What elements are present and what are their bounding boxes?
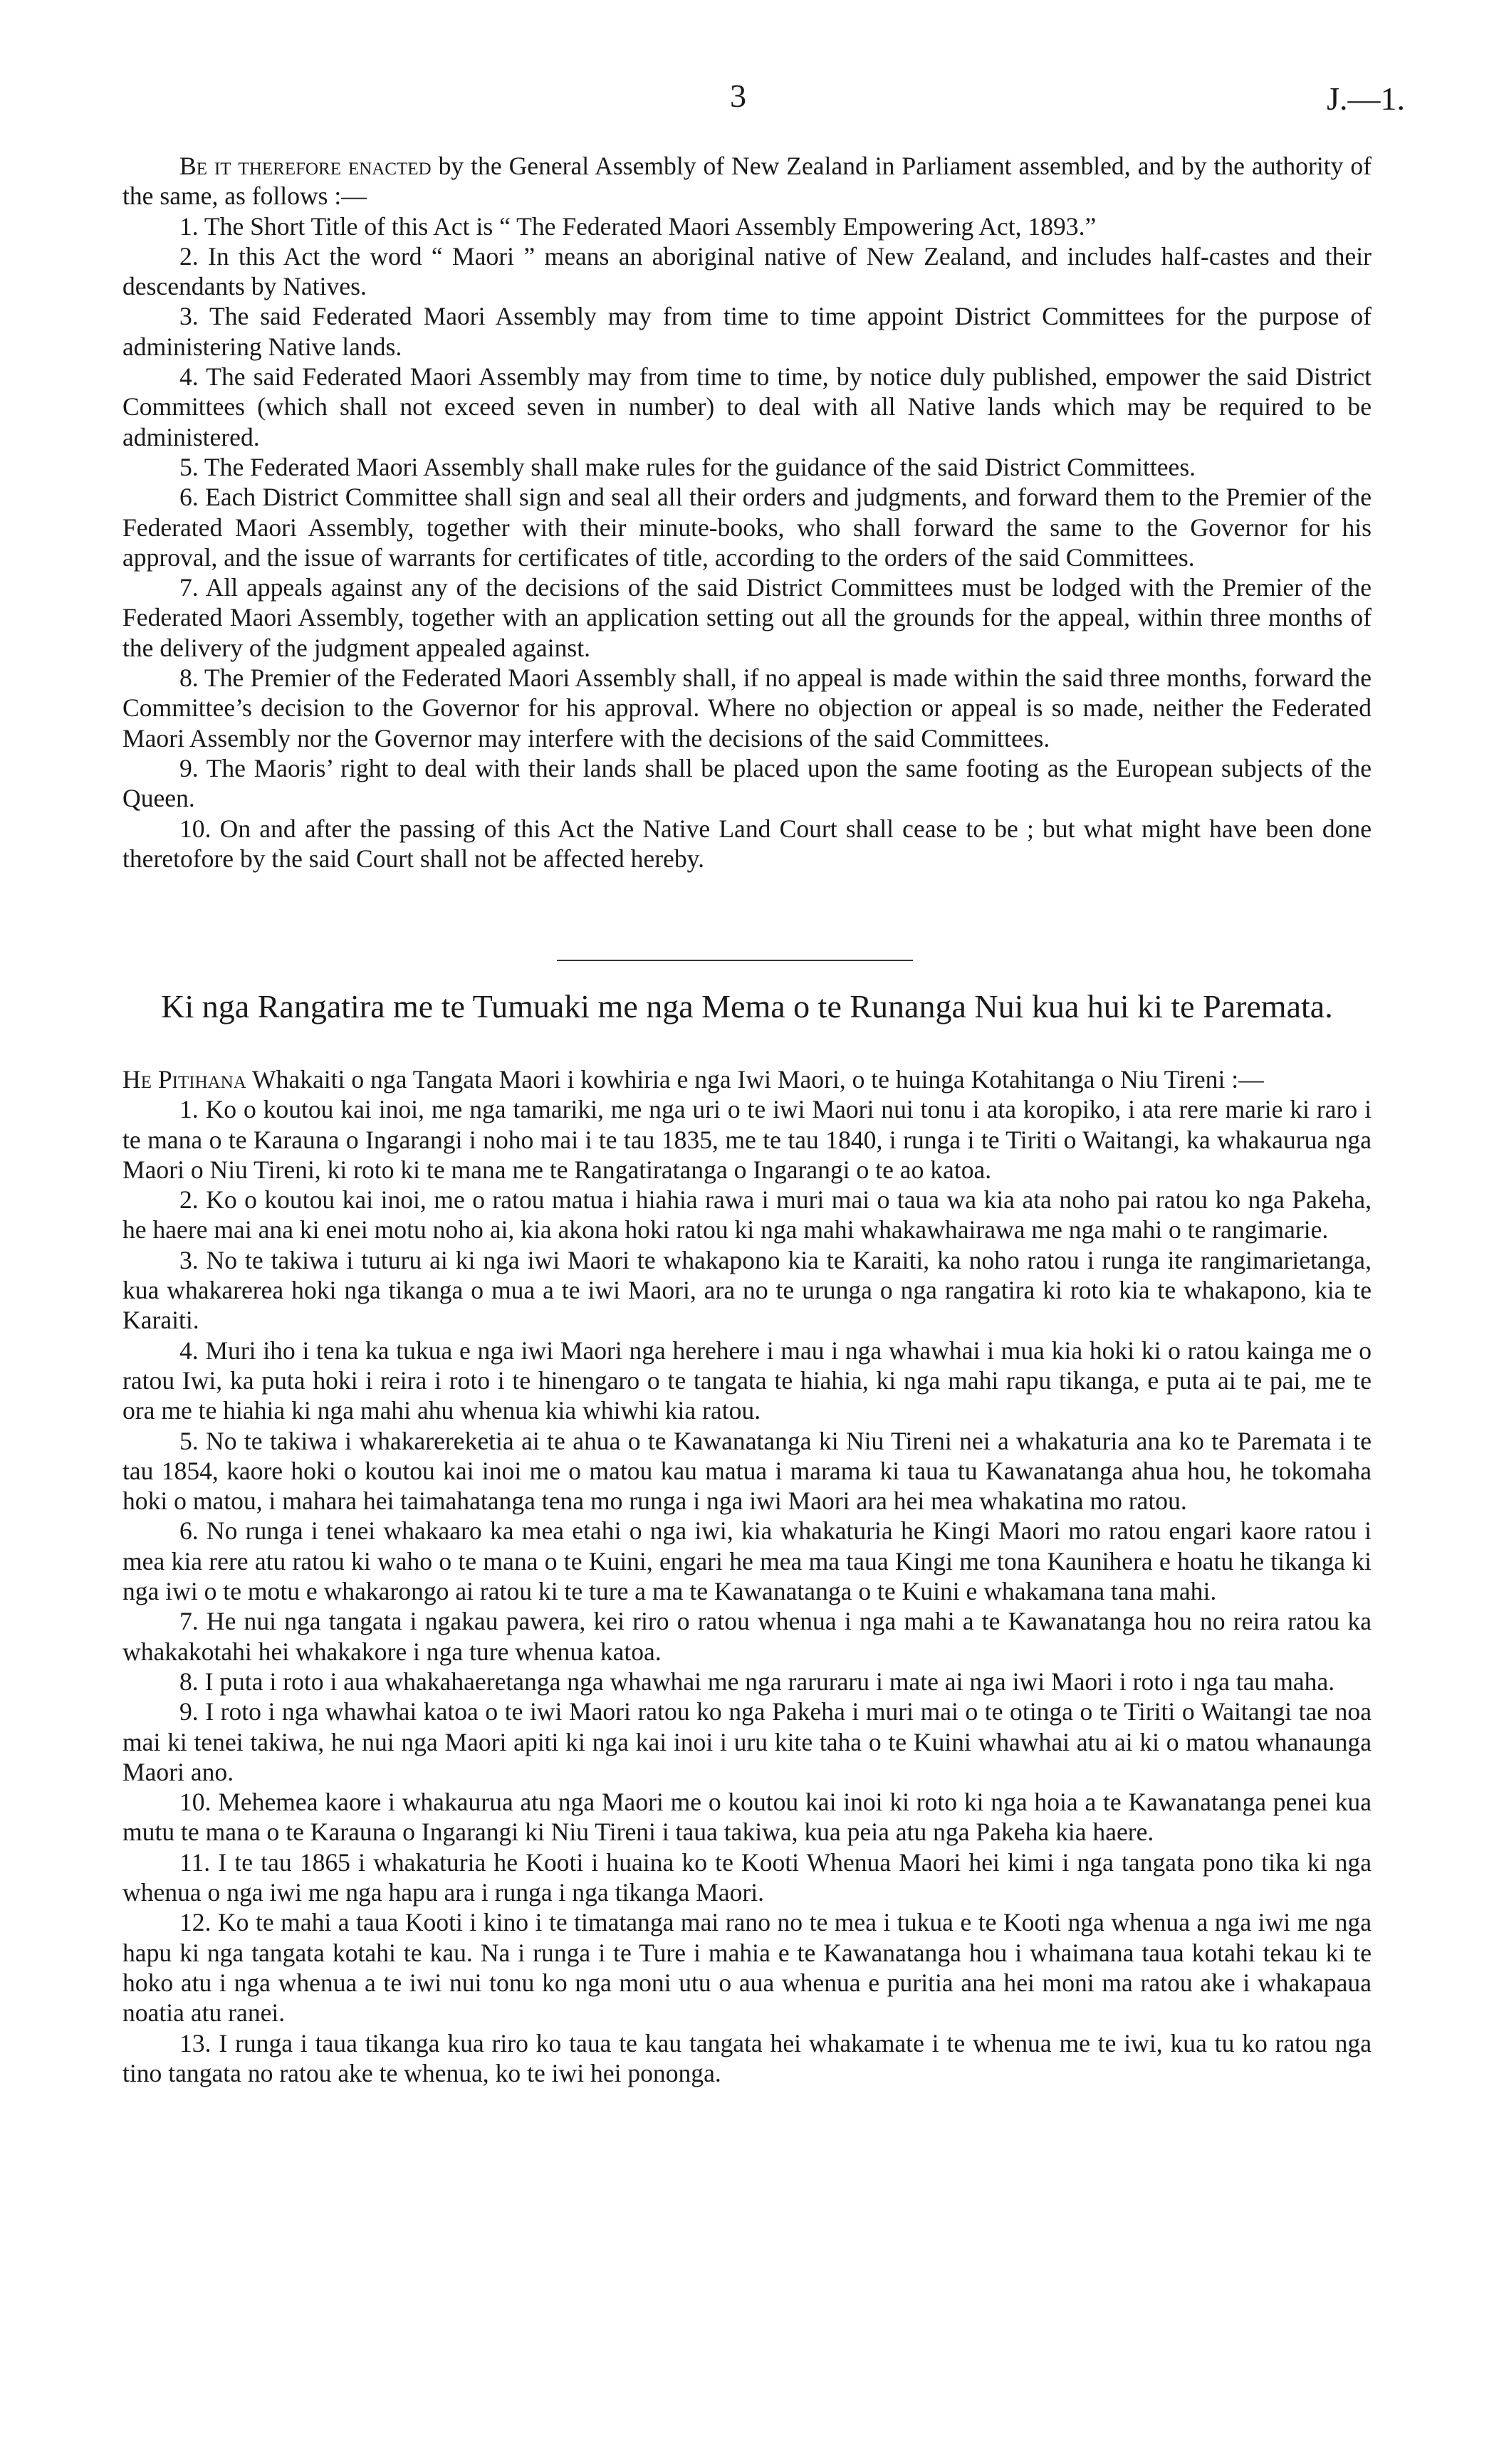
section-divider — [557, 960, 913, 961]
act-clause: 9. The Maoris’ right to deal with their lands shall be placed upon the same footing as the European subjects of the Queen. — [122, 753, 1372, 813]
petition-clause: 12. Ko te mahi a taua Kooti i kino i te timatanga mai rano no te mea i tukua e te Kooti nga whenua a nga iwi me nga hapu ki nga tangata kotahi te kau. Na i runga i te Ture i mahia e te Kawanatanga hou i whaimana taua kotahi tekau ki te hoko atu i nga whenua a te iwi nui tonu ko nga moni utu o aua whenua e puritia ana hei moni ma ratou ake i whakapaua noatia atu ranei. — [122, 1908, 1372, 2028]
act-clause: 10. On and after the passing of this Act the Native Land Court shall cease to be ; but what might have been done theretofore by the said Court shall not be affected hereby. — [122, 814, 1372, 873]
act-clause: 3. The said Federated Maori Assembly may from time to time appoint District Committees for the purpose of administering Native lands. — [122, 302, 1372, 361]
petition-clause: 8. I puta i roto i aua whakahaeretanga nga whawhai me nga raruraru i mate ai nga iwi Maori i roto i nga tau maha. — [179, 1667, 1335, 1696]
act-section — [122, 151, 1372, 874]
petition-clause: 10. Mehemea kaore i whakaurua atu nga Maori me o koutou kai inoi ki roto ki nga hoia a te Kawanatanga penei kua mutu te mana o te Karauna o Ingarangi ki Niu Tireni i taua takiwa, kua peia atu nga Pakeha kia haere. — [122, 1788, 1372, 1847]
petition-clause: 4. Muri iho i tena ka tukua e nga iwi Maori nga herehere i mau i nga whawhai i mua kia hoki ki o ratou kainga me o ratou Iwi, ka puta hoki i reira i roto i te hinengaro o te tangata te hiahia, ki nga mahi rapu tikanga, e puta ai te pai, me te ora me te hiahia ki nga mahi ahu whenua kia whiwhi kia ratou. — [122, 1336, 1372, 1425]
petition-clause: 9. I roto i nga whawhai katoa o te iwi Maori ratou ko nga Pakeha i muri mai o te otinga o te Tiriti o Waitangi tae noa mai ki tenei takiwa, he nui nga Maori apiti ki nga kai inoi i uru kite taha o te Kuini whawhai atu ai ki o matou whanaunga Maori ano. — [122, 1697, 1372, 1786]
petition-heading: Ki nga Rangatira me te Tumuaki me nga Mema o te Runanga Nui kua hui ki te Paremata. — [161, 988, 1333, 1024]
act-clause: 6. Each District Committee shall sign and seal all their orders and judgments, and forward them to the Premier of the Federated Maori Assembly, together with their minute-books, who shall forward the same to the Governor for his approval, and the issue of warrants for certificates of title, according to the orders of the said Committees. — [122, 483, 1372, 572]
enacting-clause — [122, 151, 1372, 211]
act-clause: 5. The Federated Maori Assembly shall make rules for the guidance of the said District Committees. — [179, 452, 1196, 481]
enacting-lead: Be it therefore enacted — [179, 152, 432, 180]
petition-clause: 2. Ko o koutou kai inoi, me o ratou matua i hiahia rawa i muri mai o taua wa kia ata noho pai ratou ko nga Pakeha, he haere mai ana ki enei motu noho ai, kia akona hoki ratou ki nga mahi whakawhairawa me nga mahi o te rangimarie. — [122, 1185, 1372, 1244]
act-clause: 4. The said Federated Maori Assembly may from time to time, by notice duly published, empower the said District Committees (which shall not exceed seven in number) to deal with all Native lands which may be required to be administered. — [122, 362, 1372, 451]
petition-clause: 6. No runga i tenei whakaaro ka mea etahi o nga iwi, kia whakaturia he Kingi Maori mo ratou engari kaore ratou i mea kia rere atu ratou ki waho o te mana o te Kuini, engari he mea ma taua Kingi me tona Kaunihera e hoatu he tikanga ki nga iwi o te motu e whakarongo ai ratou ki te ture a ma te Kawanatanga o te Kuini e whakamana tana mahi. — [122, 1516, 1372, 1606]
document-reference: J.—1. — [1327, 80, 1405, 117]
petition-section — [122, 1064, 1372, 2088]
enacting-text: by the General Assembly of New Zealand in Parliament assembled, and by the authority of the same, as follows :— — [122, 152, 1372, 211]
petition-clause: 13. I runga i taua tikanga kua riro ko taua te kau tangata hei whakamate i te whenua me te iwi, kua tu ko ratou nga tino tangata no ratou ake te whenua, ko te iwi hei pononga. — [122, 2028, 1372, 2087]
act-clause: 8. The Premier of the Federated Maori Assembly shall, if no appeal is made within the said three months, forward the Committee’s decision to the Governor for his approval. Where no objection or appeal is so made, neither the Federated Maori Assembly nor the Governor may interfere with the decisions of the said Committees. — [122, 664, 1372, 753]
petition-clause: 5. No te takiwa i whakarereketia ai te ahua o te Kawanatanga ki Niu Tireni nei a whakaturia ana ko te Paremata i te tau 1854, kaore hoki o koutou kai inoi me o matou kau matua i marama ki taua tu Kawanatanga ahua hou, he tokomaha hoki o matou, i mahara hei taimahatanga tena mo runga i nga iwi Maori ara hei mea whakatina mo ratou. — [122, 1426, 1372, 1516]
act-clause: 7. All appeals against any of the decisions of the said District Committees must be lodged with the Premier of the Federated Maori Assembly, together with an application setting out all the grounds for the appeal, within three months of the delivery of the judgment appealed against. — [122, 573, 1372, 662]
act-clause: 1. The Short Title of this Act is “ The Federated Maori Assembly Empowering Act, 1893.” — [179, 211, 1097, 241]
petition-intro — [122, 1064, 1372, 1094]
petition-clause: 11. I te tau 1865 i whakaturia he Kooti i huaina ko te Kooti Whenua Maori hei kimi i nga tangata pono tika ki nga whenua o nga iwi me nga hapu ara i runga i nga tikanga Maori. — [122, 1847, 1372, 1907]
petition-clause: 3. No te takiwa i tuturu ai ki nga iwi Maori te whakapono kia te Karaiti, ka noho ratou i runga ite rangimarietanga, kua whakarerea hoki nga tikanga o mua a te iwi Maori, ara no te urunga o nga rangatira ki roto kia te whakapono, kia te Karaiti. — [122, 1245, 1372, 1335]
page-number: 3 — [730, 78, 746, 114]
petition-clause: 7. He nui nga tangata i ngakau pawera, kei riro o ratou whenua i nga mahi a te Kawanatanga hou no reira ratou ka whakakotahi hei whakakore i nga ture whenua katoa. — [122, 1607, 1372, 1666]
act-clause: 2. In this Act the word “ Maori ” means an aboriginal native of New Zealand, and includes half-castes and their descendants by Natives. — [122, 241, 1372, 301]
petition-intro-lead: He Pitihana — [122, 1065, 246, 1094]
petition-clause: 1. Ko o koutou kai inoi, me nga tamariki, me nga uri o te iwi Maori nui tonu i ata koropiko, i ata rere marie ki raro i te mana o te Karauna o Ingarangi i noho mai i te tau 1835, me te tau 1840, i runga i te Tiriti o Waitangi, ka whakaurua nga Maori o Niu Tireni, ki roto ki te mana me te Rangatiratanga o Ingarangi o te ao katoa. — [122, 1095, 1372, 1184]
petition-intro-text: Whakaiti o nga Tangata Maori i kowhiria e nga Iwi Maori, o te huinga Kotahitanga o Niu Tireni :— — [246, 1065, 1264, 1094]
